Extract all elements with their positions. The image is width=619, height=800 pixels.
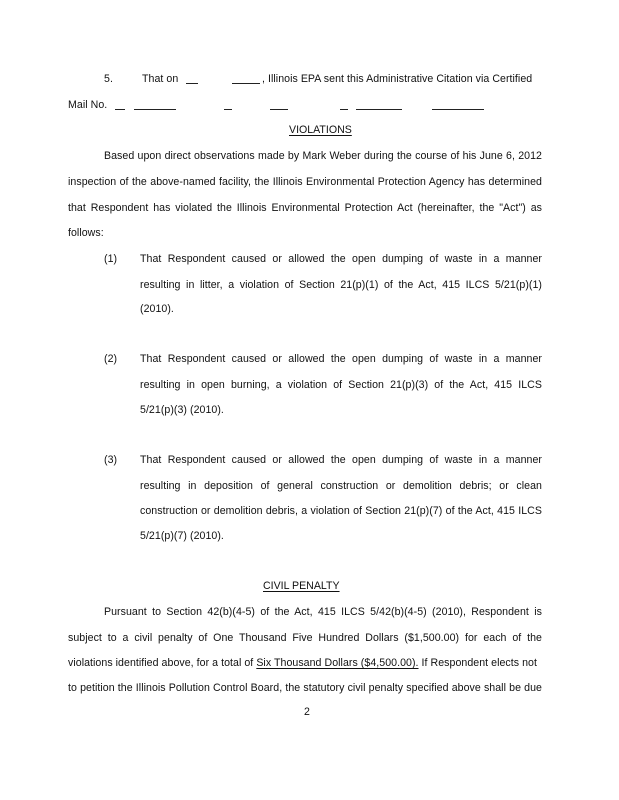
- mail-blank-6: [356, 100, 402, 110]
- civil-penalty-line-3: [68, 656, 537, 670]
- para5-lead: That on: [142, 73, 179, 85]
- mail-label: Mail No.: [68, 99, 108, 111]
- violations-intro-line-2: inspection of the above-named facility, the Illinois Environmental Protection Agency has determined: [68, 176, 542, 188]
- violation-1-number: (1): [104, 253, 118, 265]
- mail-blank-5: [340, 100, 348, 110]
- civil-penalty-line-4: to petition the Illinois Pollution Control Board, the statutory civil penalty specified above shall be due: [68, 682, 542, 694]
- para5-number: 5.: [104, 73, 113, 85]
- civil-penalty-heading: CIVIL PENALTY: [263, 580, 340, 592]
- civil-penalty-line-1: Pursuant to Section 42(b)(4-5) of the Act, 415 ILCS 5/42(b)(4-5) (2010), Respondent is: [104, 606, 542, 618]
- violation-1-line-1: That Respondent caused or allowed the open dumping of waste in a manner: [140, 253, 542, 265]
- violation-3-line-1: That Respondent caused or allowed the open dumping of waste in a manner: [140, 454, 542, 466]
- violation-2-line-1: That Respondent caused or allowed the open dumping of waste in a manner: [140, 353, 542, 365]
- violation-3-line-3: construction or demolition debris, a violation of Section 21(p)(7) of the Act, 415 ILCS: [140, 505, 542, 517]
- violation-3-number: (3): [104, 454, 118, 466]
- page-number: 2: [304, 706, 310, 718]
- violation-1-line-2: resulting in litter, a violation of Section 21(p)(1) of the Act, 415 ILCS 5/21(p)(1): [140, 279, 542, 291]
- total-penalty-amount: Six Thousand Dollars ($4,500.00).: [256, 657, 419, 669]
- date-blank-1: [186, 74, 198, 84]
- violations-heading: VIOLATIONS: [289, 124, 352, 136]
- violation-3-line-4: 5/21(p)(7) (2010).: [140, 530, 224, 542]
- mail-blank-4: [270, 100, 288, 110]
- mail-blank-7: [432, 100, 484, 110]
- violation-3-line-2: resulting in deposition of general construction or demolition debris; or clean: [140, 480, 542, 492]
- date-blank-2: [232, 74, 260, 84]
- para5-line1: [104, 72, 544, 86]
- violation-1-line-3: (2010).: [140, 303, 174, 315]
- para5-line2: [68, 98, 498, 112]
- civil-penalty-line-3-post: If Respondent elects not: [421, 657, 537, 669]
- violation-2-number: (2): [104, 353, 118, 365]
- civil-penalty-line-3-pre: violations identified above, for a total of: [68, 657, 254, 669]
- violations-intro-line-4: follows:: [68, 227, 104, 239]
- violation-2-line-3: 5/21(p)(3) (2010).: [140, 404, 224, 416]
- para5-sent-text: , Illinois EPA sent this Administrative Citation via Certified: [262, 73, 533, 85]
- civil-penalty-line-2: subject to a civil penalty of One Thousand Five Hundred Dollars ($1,500.00) for each of the: [68, 632, 542, 644]
- mail-blank-1: [115, 100, 125, 110]
- mail-blank-2: [134, 100, 176, 110]
- violations-intro-line-1: Based upon direct observations made by Mark Weber during the course of his June 6, 2012: [104, 150, 542, 162]
- mail-blank-3: [224, 100, 232, 110]
- violation-2-line-2: resulting in open burning, a violation of Section 21(p)(3) of the Act, 415 ILCS: [140, 379, 542, 391]
- violations-intro-line-3: that Respondent has violated the Illinois Environmental Protection Act (hereinafter, the "Act") as: [68, 202, 542, 214]
